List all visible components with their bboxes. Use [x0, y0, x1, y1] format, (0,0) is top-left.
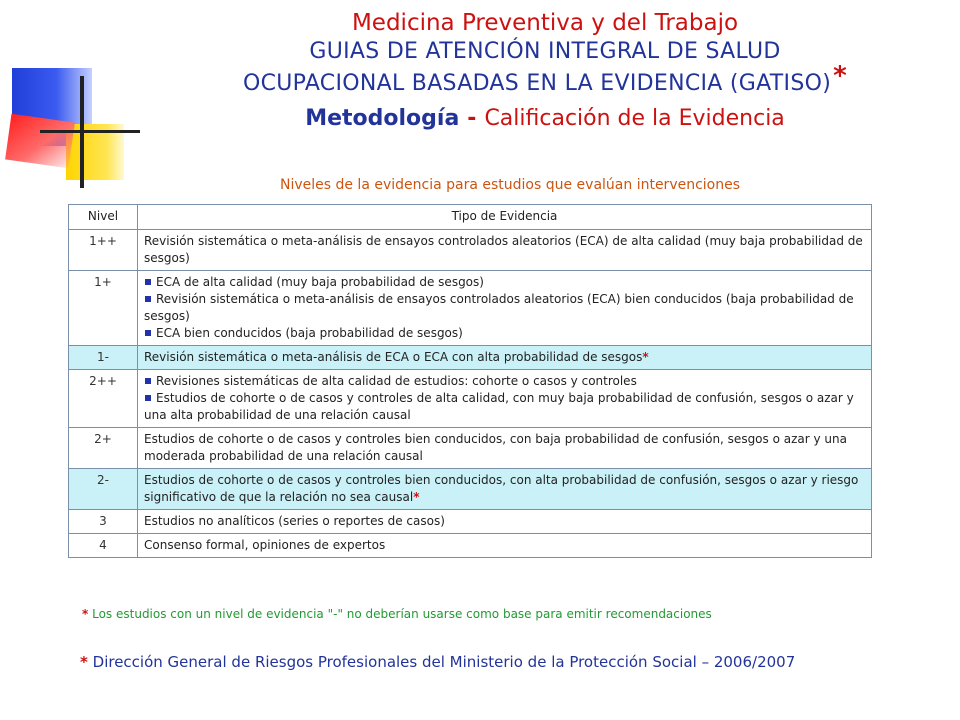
title-block [140, 8, 950, 136]
table-row [69, 534, 872, 558]
bullet-text: ECA bien conducidos (baja probabilidad de sesgos) [156, 326, 463, 340]
footnote-asterisk: * [82, 607, 89, 621]
evidence-cell: Estudios de cohorte o de casos y controles bien conducidos, con baja probabilidad de confusión, sesgos o azar y una moderada probabilidad de una relación causal [138, 428, 872, 469]
table-row-highlighted [69, 346, 872, 370]
level-cell: 2- [69, 469, 138, 510]
source-footnote [80, 653, 795, 671]
evidence-text: Estudios de cohorte o de casos y controles bien conducidos, con alta probabilidad de confusión, sesgos o azar y riesgo significativo de que la relación no sea causal [144, 473, 859, 504]
table-footnote [82, 607, 712, 621]
table-row [69, 230, 872, 271]
asterisk-mark: * [413, 490, 420, 504]
evidence-cell: Estudios no analíticos (series o reportes de casos) [138, 510, 872, 534]
decorative-color-blocks [0, 0, 140, 190]
square-bullet-icon [145, 395, 151, 401]
level-cell: 2++ [69, 370, 138, 428]
bullet-item [144, 274, 865, 291]
title-methodology: Metodología [305, 106, 460, 131]
title-line-1: Medicina Preventiva y del Trabajo [351, 10, 739, 36]
level-cell: 1- [69, 346, 138, 370]
header-level: Nivel [69, 205, 138, 230]
evidence-cell: Revisión sistemática o meta-análisis de ensayos controlados aleatorios (ECA) de alta calidad (muy baja probabilidad de sesgos) [138, 230, 872, 271]
table-caption: Niveles de la evidencia para estudios que evalúan intervenciones [279, 177, 741, 193]
asterisk-mark: * [642, 350, 649, 364]
bullet-item [144, 373, 865, 390]
source-text: Dirección General de Riesgos Profesionales del Ministerio de la Protección Social – 2006/2007 [92, 653, 796, 671]
title-asterisk: * [833, 61, 847, 91]
level-cell: 2+ [69, 428, 138, 469]
bullet-item [144, 325, 865, 342]
bullet-text: ECA de alta calidad (muy baja probabilidad de sesgos) [156, 275, 484, 289]
evidence-cell [138, 346, 872, 370]
square-bullet-icon [145, 330, 151, 336]
evidence-cell [138, 469, 872, 510]
square-bullet-icon [145, 296, 151, 302]
bullet-text: Revisiones sistemáticas de alta calidad de estudios: cohorte o casos y controles [156, 374, 637, 388]
evidence-cell: Consenso formal, opiniones de expertos [138, 534, 872, 558]
title-dash: - [467, 106, 477, 131]
level-cell: 1++ [69, 230, 138, 271]
bullet-item [144, 390, 865, 424]
square-bullet-icon [145, 279, 151, 285]
bullet-text: Estudios de cohorte o de casos y controles de alta calidad, con muy baja probabilidad de confusión, sesgos o azar y una alta probabilidad de una relación causal [144, 391, 854, 422]
title-line-3-text: OCUPACIONAL BASADAS EN LA EVIDENCIA (GATISO) [242, 71, 832, 96]
header-evidence-type: Tipo de Evidencia [138, 205, 872, 230]
level-cell: 1+ [69, 271, 138, 346]
title-line-2: GUIAS DE ATENCIÓN INTEGRAL DE SALUD [309, 39, 781, 64]
evidence-text: Revisión sistemática o meta-análisis de ECA o ECA con alta probabilidad de sesgos [144, 350, 643, 364]
evidence-cell [138, 271, 872, 346]
title-line-3 [140, 61, 950, 100]
source-asterisk: * [80, 653, 88, 671]
square-bullet-icon [145, 378, 151, 384]
horizontal-line-decoration [40, 130, 140, 133]
red-square-decoration [5, 114, 75, 168]
table-row [69, 510, 872, 534]
bullet-text: Revisión sistemática o meta-análisis de ensayos controlados aleatorios (ECA) bien conducidos (baja probabilidad de sesgos) [144, 292, 854, 323]
title-line-4 [140, 102, 950, 136]
table-row [69, 428, 872, 469]
evidence-cell [138, 370, 872, 428]
table-row-highlighted [69, 469, 872, 510]
table-row [69, 370, 872, 428]
level-cell: 4 [69, 534, 138, 558]
evidence-levels-table [68, 204, 872, 558]
level-cell: 3 [69, 510, 138, 534]
bullet-item [144, 291, 865, 325]
footnote-text: Los estudios con un nivel de evidencia "-" no deberían usarse como base para emitir recomendaciones [92, 607, 712, 621]
table-row [69, 271, 872, 346]
title-qualification: Calificación de la Evidencia [484, 106, 785, 131]
table-header-row [69, 205, 872, 230]
